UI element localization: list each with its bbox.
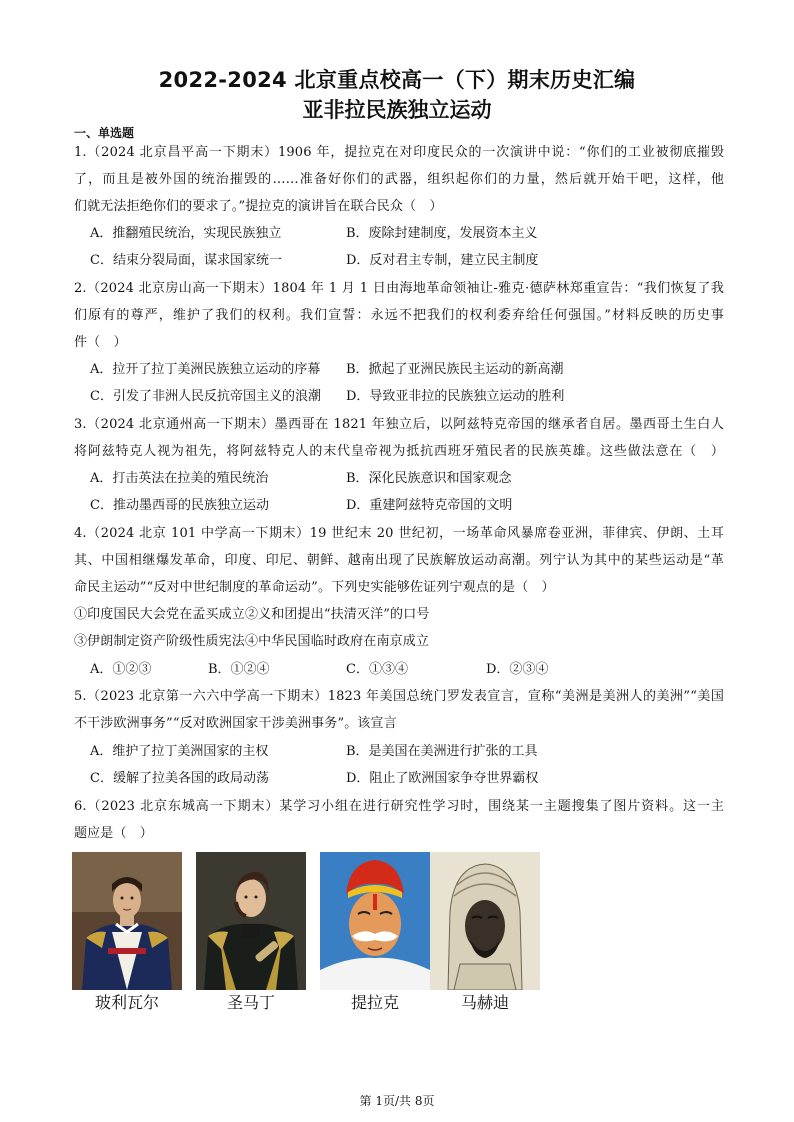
question-text-line: ①印度国民大会党在孟买成立②义和团提出“扶清灭洋”的口号 (74, 607, 430, 622)
question-text-line: 4.（2024 北京 101 中学高一下期末）19 世纪末 20 世纪初，一场革命风暴席卷亚洲，菲律宾、伊朗、土耳 (74, 526, 724, 541)
option-d: D．重建阿兹特克帝国的文明 (346, 498, 513, 513)
option-c: C．缓解了拉美各国的政局动荡 (90, 771, 269, 786)
option-b: B．废除封建制度，发展资本主义 (346, 226, 538, 241)
portrait-mahdi (430, 852, 540, 990)
question-text-line: 6.（2023 北京东城高一下期末）某学习小组在进行研究性学习时，围绕某一主题搜集了图片资料。这一主 (74, 799, 724, 814)
document-title-line2: 亚非拉民族独立运动 (302, 98, 492, 122)
portrait-san-martin (196, 852, 306, 990)
question-text-line: 件（ ） (74, 335, 127, 350)
option-a: A．拉开了拉丁美洲民族独立运动的序幕 (90, 362, 321, 377)
option-b: B．①②④ (208, 662, 270, 677)
option-d: D．导致亚非拉的民族独立运动的胜利 (346, 389, 565, 404)
option-c: C．引发了非洲人民反抗帝国主义的浪潮 (90, 389, 321, 404)
option-c: C．结束分裂局面，谋求国家统一 (90, 253, 282, 268)
question-text-line: 们就无法拒绝你们的要求了。”提拉克的演讲旨在联合民众（ ） (74, 199, 443, 214)
question-text-line: 将阿兹特克人视为祖先，将阿兹特克人的末代皇帝视为抵抗西班牙殖民者的民族英雄。这些做法意在（ ） (74, 444, 724, 459)
question-text-line: ③伊朗制定资产阶级性质宪法④中华民国临时政府在南京成立 (74, 634, 430, 649)
question-text-line: 们原有的尊严，维护了我们的权利。我们宣誓：永远不把我们的权利委弃给任何强国。”材料反映的历史事 (74, 308, 724, 323)
option-b: B．深化民族意识和国家观念 (346, 471, 512, 486)
portrait-caption: 圣马丁 (226, 993, 275, 1012)
option-d: D．反对君主专制，建立民主制度 (346, 253, 539, 268)
document-title-line1: 2022-2024 北京重点校高一（下）期末历史汇编 (158, 68, 636, 92)
option-b: B．掀起了亚洲民族民主运动的新高潮 (346, 362, 564, 377)
option-a: A．维护了拉丁美洲国家的主权 (90, 744, 269, 759)
option-b: B．是美国在美洲进行扩张的工具 (346, 744, 538, 759)
question-text-line: 1.（2024 北京昌平高一下期末）1906 年，提拉克在对印度民众的一次演讲中说：“你们的工业被彻底摧毁 (74, 145, 724, 160)
question-text-line: 了，而且是被外国的统治摧毁的……准备好你们的武器，组织起你们的力量，然后就开始干吧，这样，他 (74, 172, 724, 187)
option-a: A．①②③ (90, 662, 152, 677)
option-c: C．推动墨西哥的民族独立运动 (90, 498, 269, 513)
question-text-line: 2.（2024 北京房山高一下期末）1804 年 1 月 1 日由海地革命领袖让-雅克·德萨林郑重宣告：“我们恢复了我 (74, 281, 724, 296)
option-d: D．②③④ (486, 662, 549, 677)
portrait-tilak (320, 852, 430, 990)
question-text-line: 5.（2023 北京第一六六中学高一下期末）1823 年美国总统门罗发表宣言，宣称“美洲是美洲人的美洲”“美国 (74, 689, 724, 704)
option-c: C．①③④ (346, 662, 408, 677)
page-footer: 第 1页/共 8页 (359, 1094, 435, 1108)
question-text-line: 3.（2024 北京通州高一下期末）墨西哥在 1821 年独立后，以阿兹特克帝国的继承者自居。墨西哥土生白人 (74, 417, 724, 432)
portrait-bolivar (72, 852, 182, 990)
portrait-caption: 马赫迪 (460, 993, 509, 1012)
portrait-caption: 提拉克 (350, 993, 399, 1012)
section-heading: 一、单选题 (74, 126, 135, 140)
question-text-line: 其、中国相继爆发革命，印度、印尼、朝鲜、越南出现了民族解放运动高潮。列宁认为其中的某些运动是“革 (74, 553, 724, 568)
option-d: D．阻止了欧洲国家争夺世界霸权 (346, 771, 539, 786)
question-text-line: 题应是（ ） (74, 826, 153, 841)
option-a: A．推翻殖民统治，实现民族独立 (90, 226, 282, 241)
question-text-line: 不干涉欧洲事务”“反对欧洲国家干涉美洲事务”。该宣言 (74, 716, 397, 731)
option-a: A．打击英法在拉美的殖民统治 (90, 471, 269, 486)
question-text-line: 命民主运动”“反对中世纪制度的革命运动”。下列史实能够佐证列宁观点的是（ ） (74, 580, 555, 595)
portrait-caption: 玻利瓦尔 (94, 993, 159, 1012)
